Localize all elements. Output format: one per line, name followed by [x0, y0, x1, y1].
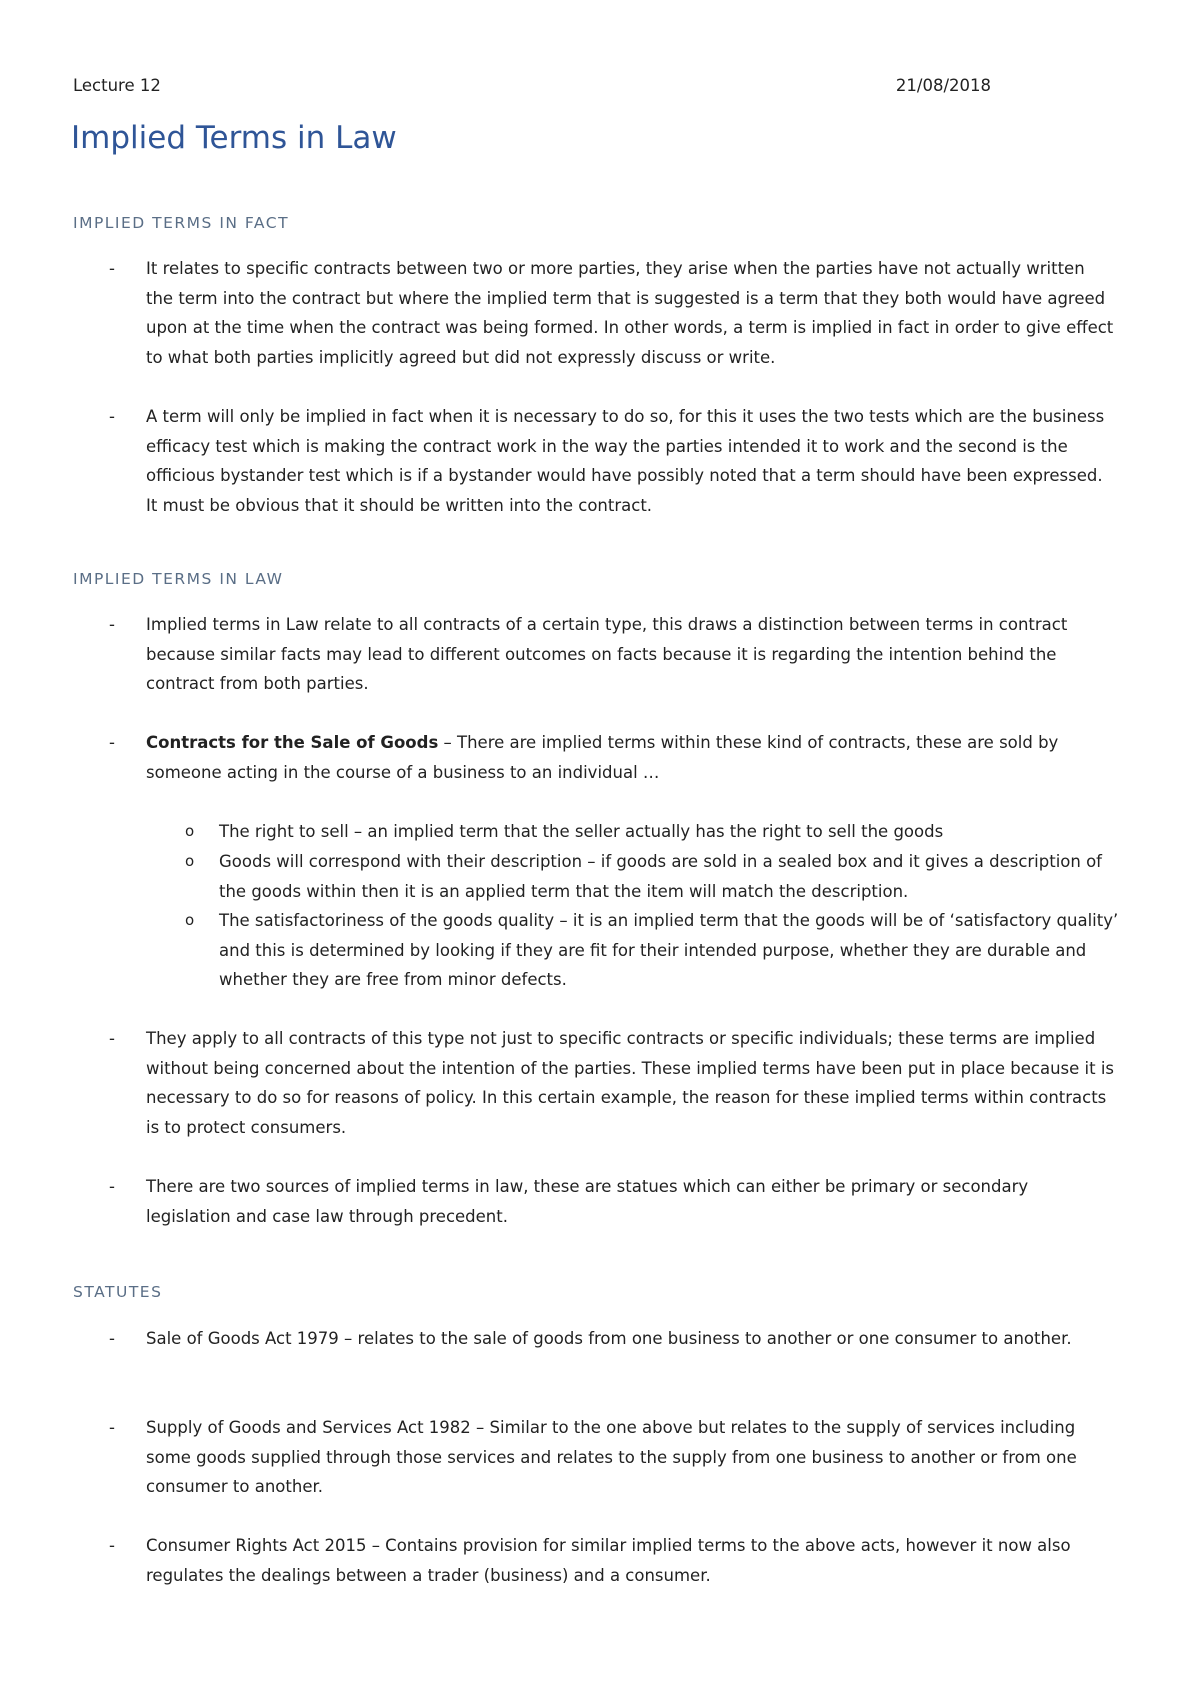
bullet-text: Sale of Goods Act 1979 – relates to the sale of goods from one business to another or one consumer to another.: [146, 1329, 1072, 1348]
sub-bullet-text: Goods will correspond with their description – if goods are sold in a sealed box and it gives a description of the goods within then it is an applied term that the item will match the description.: [219, 852, 1102, 901]
sub-list-item: [185, 906, 1135, 995]
list-item: [109, 610, 1119, 699]
header-lecture: Lecture 12: [73, 76, 161, 95]
bullet-text: [146, 728, 1116, 787]
bullet-dash: -: [109, 259, 115, 278]
list-item: [109, 1172, 1119, 1231]
bold-term: Contracts for the Sale of Goods: [146, 733, 439, 752]
page-header: [73, 76, 991, 95]
bullet-text: Supply of Goods and Services Act 1982 – Similar to the one above but relates to the supply of services including some goods supplied through those services and relates to the supply from one business to another or from one consumer to another.: [146, 1418, 1077, 1496]
heading-implied-terms-in-law: IMPLIED TERMS IN LAW: [73, 570, 284, 588]
bullet-text: They apply to all contracts of this type not just to specific contracts or specific individuals; these terms are implied without being concerned about the intention of the parties. These implied terms have been put in place because it is necessary to do so for reasons of policy. In this certain example, the reason for these implied terms within contracts is to protect consumers.: [146, 1029, 1114, 1137]
list-item: [109, 1024, 1119, 1142]
list-item: [109, 1413, 1119, 1502]
bullet-dash: -: [109, 1029, 115, 1048]
bullet-text: A term will only be implied in fact when it is necessary to do so, for this it uses the two tests which are the business efficacy test which is making the contract work in the way the parties intended it to work and the second is the officious bystander test which is if a bystander would have possibly noted that a term should have been expressed. It must be obvious that it should be written into the contract.: [146, 407, 1105, 515]
sub-bullet-text: The satisfactoriness of the goods quality – it is an implied term that the goods will be of ‘satisfactory quality’ and this is determined by looking if they are fit for their intended purpose, whether they are durable and whether they are free from minor defects.: [219, 911, 1119, 989]
list-item: [109, 728, 1119, 787]
list-item: [109, 1531, 1119, 1590]
list-item: [109, 254, 1119, 372]
list-item: [109, 402, 1119, 520]
bullet-text: It relates to specific contracts between two or more parties, they arise when the parties have not actually written the term into the contract but where the implied term that is suggested is a term that they both would have agreed upon at the time when the contract was being formed. In other words, a term is implied in fact in order to give effect to what both parties implicitly agreed but did not expressly discuss or write.: [146, 259, 1114, 367]
bullet-dash: -: [109, 615, 115, 634]
document-title: Implied Terms in Law: [71, 120, 397, 156]
sub-bullet-text: The right to sell – an implied term that the seller actually has the right to sell the goods: [219, 822, 944, 841]
bullet-dash: -: [109, 1536, 115, 1555]
heading-statutes: STATUTES: [73, 1283, 163, 1301]
heading-implied-terms-in-fact: IMPLIED TERMS IN FACT: [73, 214, 290, 232]
sub-bullet-marker: o: [185, 911, 195, 929]
bullet-text: Implied terms in Law relate to all contracts of a certain type, this draws a distinction between terms in contract because similar facts may lead to different outcomes on facts because it is regarding the intention behind the contract from both parties.: [146, 615, 1068, 693]
list-item: [109, 1324, 1119, 1354]
bullet-dash: -: [109, 733, 115, 752]
bullet-text: Consumer Rights Act 2015 – Contains provision for similar implied terms to the above acts, however it now also regulates the dealings between a trader (business) and a consumer.: [146, 1536, 1071, 1585]
bullet-dash: -: [109, 1177, 115, 1196]
sub-list-item: [185, 817, 1135, 847]
bullet-dash: -: [109, 1418, 115, 1437]
header-date: 21/08/2018: [895, 76, 991, 95]
bullet-text: There are two sources of implied terms in law, these are statues which can either be primary or secondary legislation and case law through precedent.: [146, 1177, 1029, 1226]
bullet-text-rest: – There are implied terms within these kind of contracts, these are sold by someone acting in the course of a business to an individual …: [146, 733, 1059, 782]
sub-bullet-marker: o: [185, 822, 195, 840]
sub-list-item: [185, 847, 1135, 906]
sub-bullet-marker: o: [185, 852, 195, 870]
bullet-dash: -: [109, 407, 115, 426]
bullet-dash: -: [109, 1329, 115, 1348]
